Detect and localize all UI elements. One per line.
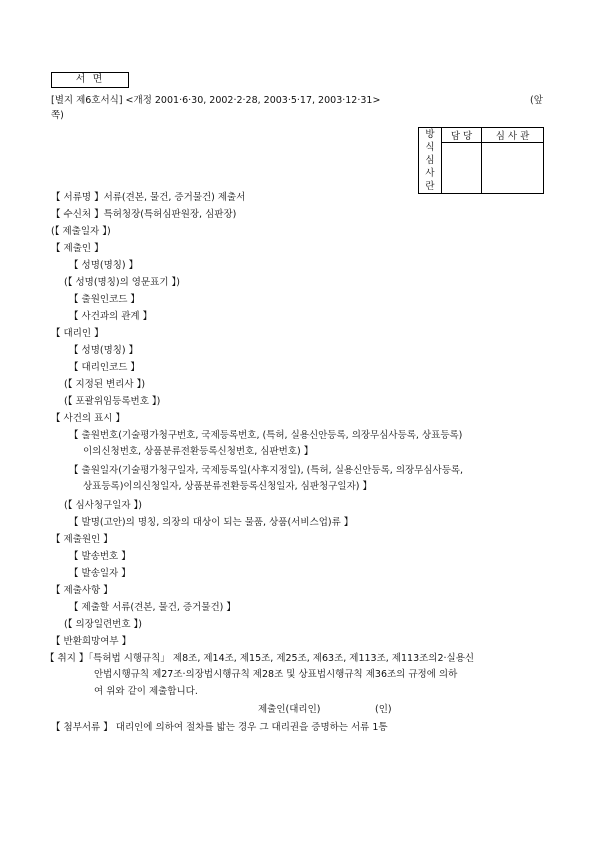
field-submission-date: (【 제출일자 】) [51, 226, 111, 237]
approval-vertical-label: 방 식 심 사 란 [419, 128, 442, 194]
field-submitter-name: 【 성명(명칭) 】 [69, 260, 139, 271]
field-submitter-english-name: (【 성명(명칭)의 영문표기 】) [64, 277, 180, 288]
field-applicant-code: 【 출원인코드 】 [69, 294, 140, 305]
field-agent: 【 대리인 】 [51, 328, 104, 339]
field-attachments: 【 첨부서류 】 대리인에 의하여 절차를 밟는 경우 그 대리권을 증명하는 서류 1통 [51, 722, 388, 733]
field-return-request: 【 반환희망여부 】 [51, 636, 132, 647]
purpose-line-1: 【 취지 】「특허법 시행규칙」 제8조, 제14조, 제15조, 제25조, 제63조, 제113조, 제113조의2·실용신 [45, 653, 475, 664]
field-agent-code: 【 대리인코드 】 [69, 362, 140, 373]
field-application-number-cont: 이의신청번호, 상품분류전환등록신청번호, 심판번호) 】 [83, 446, 314, 457]
field-application-number: 【 출원번호(기술평가청구번호, 국제등록번호, (특허, 실용신안등록, 의장무심사등록, 상표등록) [69, 430, 463, 441]
field-submitter: 【 제출인 】 [51, 243, 104, 254]
approval-staff-sign-cell [442, 143, 482, 194]
purpose-line-3: 여 위와 같이 제출합니다. [94, 686, 198, 697]
field-documents-to-submit: 【 제출할 서류(견본, 물건, 증거물건) 】 [69, 602, 236, 613]
form-title: 서 면 [51, 72, 129, 88]
field-exam-request-date: (【 심사청구일자 】) [64, 500, 143, 511]
form-header: [별지 제6호서식] <개정 2001·6·30, 2002·2·28, 2003·5·17, 2003·12·31> [51, 95, 381, 106]
page-side-label: (앞 [530, 95, 543, 106]
field-case-indication: 【 사건의 표시 】 [51, 413, 125, 424]
field-invention-title: 【 발명(고안)의 명칭, 의장의 대상이 되는 물품, 상품(서비스업)류 】 [69, 517, 354, 528]
field-agent-name: 【 성명(명칭) 】 [69, 345, 139, 356]
field-submission-items: 【 제출사항 】 [51, 585, 113, 596]
field-application-date-cont: 상표등록)이의신청일자, 상품분류전환등록신청일자, 심판청구일자) 】 [83, 481, 372, 492]
field-document-name: 【 서류명 】서류(견본, 물건, 증거물건) 제출서 [51, 192, 246, 203]
field-designated-patent-attorney: (【 지정된 변리사 】) [64, 379, 146, 390]
field-application-date: 【 출원일자(기술평가청구일자, 국제등록일(사후지정일), (특허, 실용신안등록, 의장무심사등록, [69, 465, 464, 476]
approval-col-staff: 담 당 [442, 128, 482, 143]
field-design-serial-number: (【 의장일련번호 】) [64, 619, 143, 630]
field-general-power-number: (【 포괄위임등록번호 】) [64, 396, 161, 407]
purpose-line-2: 안법시행규칙 제27조·의장법시행규칙 제28조 및 상표법시행규칙 제36조의 규정에 의하 [94, 669, 458, 680]
signer-label: 제출인(대리인) [258, 704, 321, 715]
approval-table [418, 127, 544, 194]
seal-label: (인) [375, 704, 392, 715]
field-dispatch-date: 【 발송일자 】 [69, 568, 131, 579]
approval-col-examiner: 심 사 관 [482, 128, 544, 143]
field-dispatch-number: 【 발송번호 】 [69, 551, 131, 562]
field-submission-reason: 【 제출원인 】 [51, 534, 113, 545]
page-side-label-cont: 쪽) [51, 110, 64, 121]
field-case-relation: 【 사건과의 관계 】 [69, 311, 153, 322]
approval-examiner-sign-cell [482, 143, 544, 194]
field-recipient: 【 수신처 】특허청장(특허심판원장, 심판장) [51, 209, 237, 220]
